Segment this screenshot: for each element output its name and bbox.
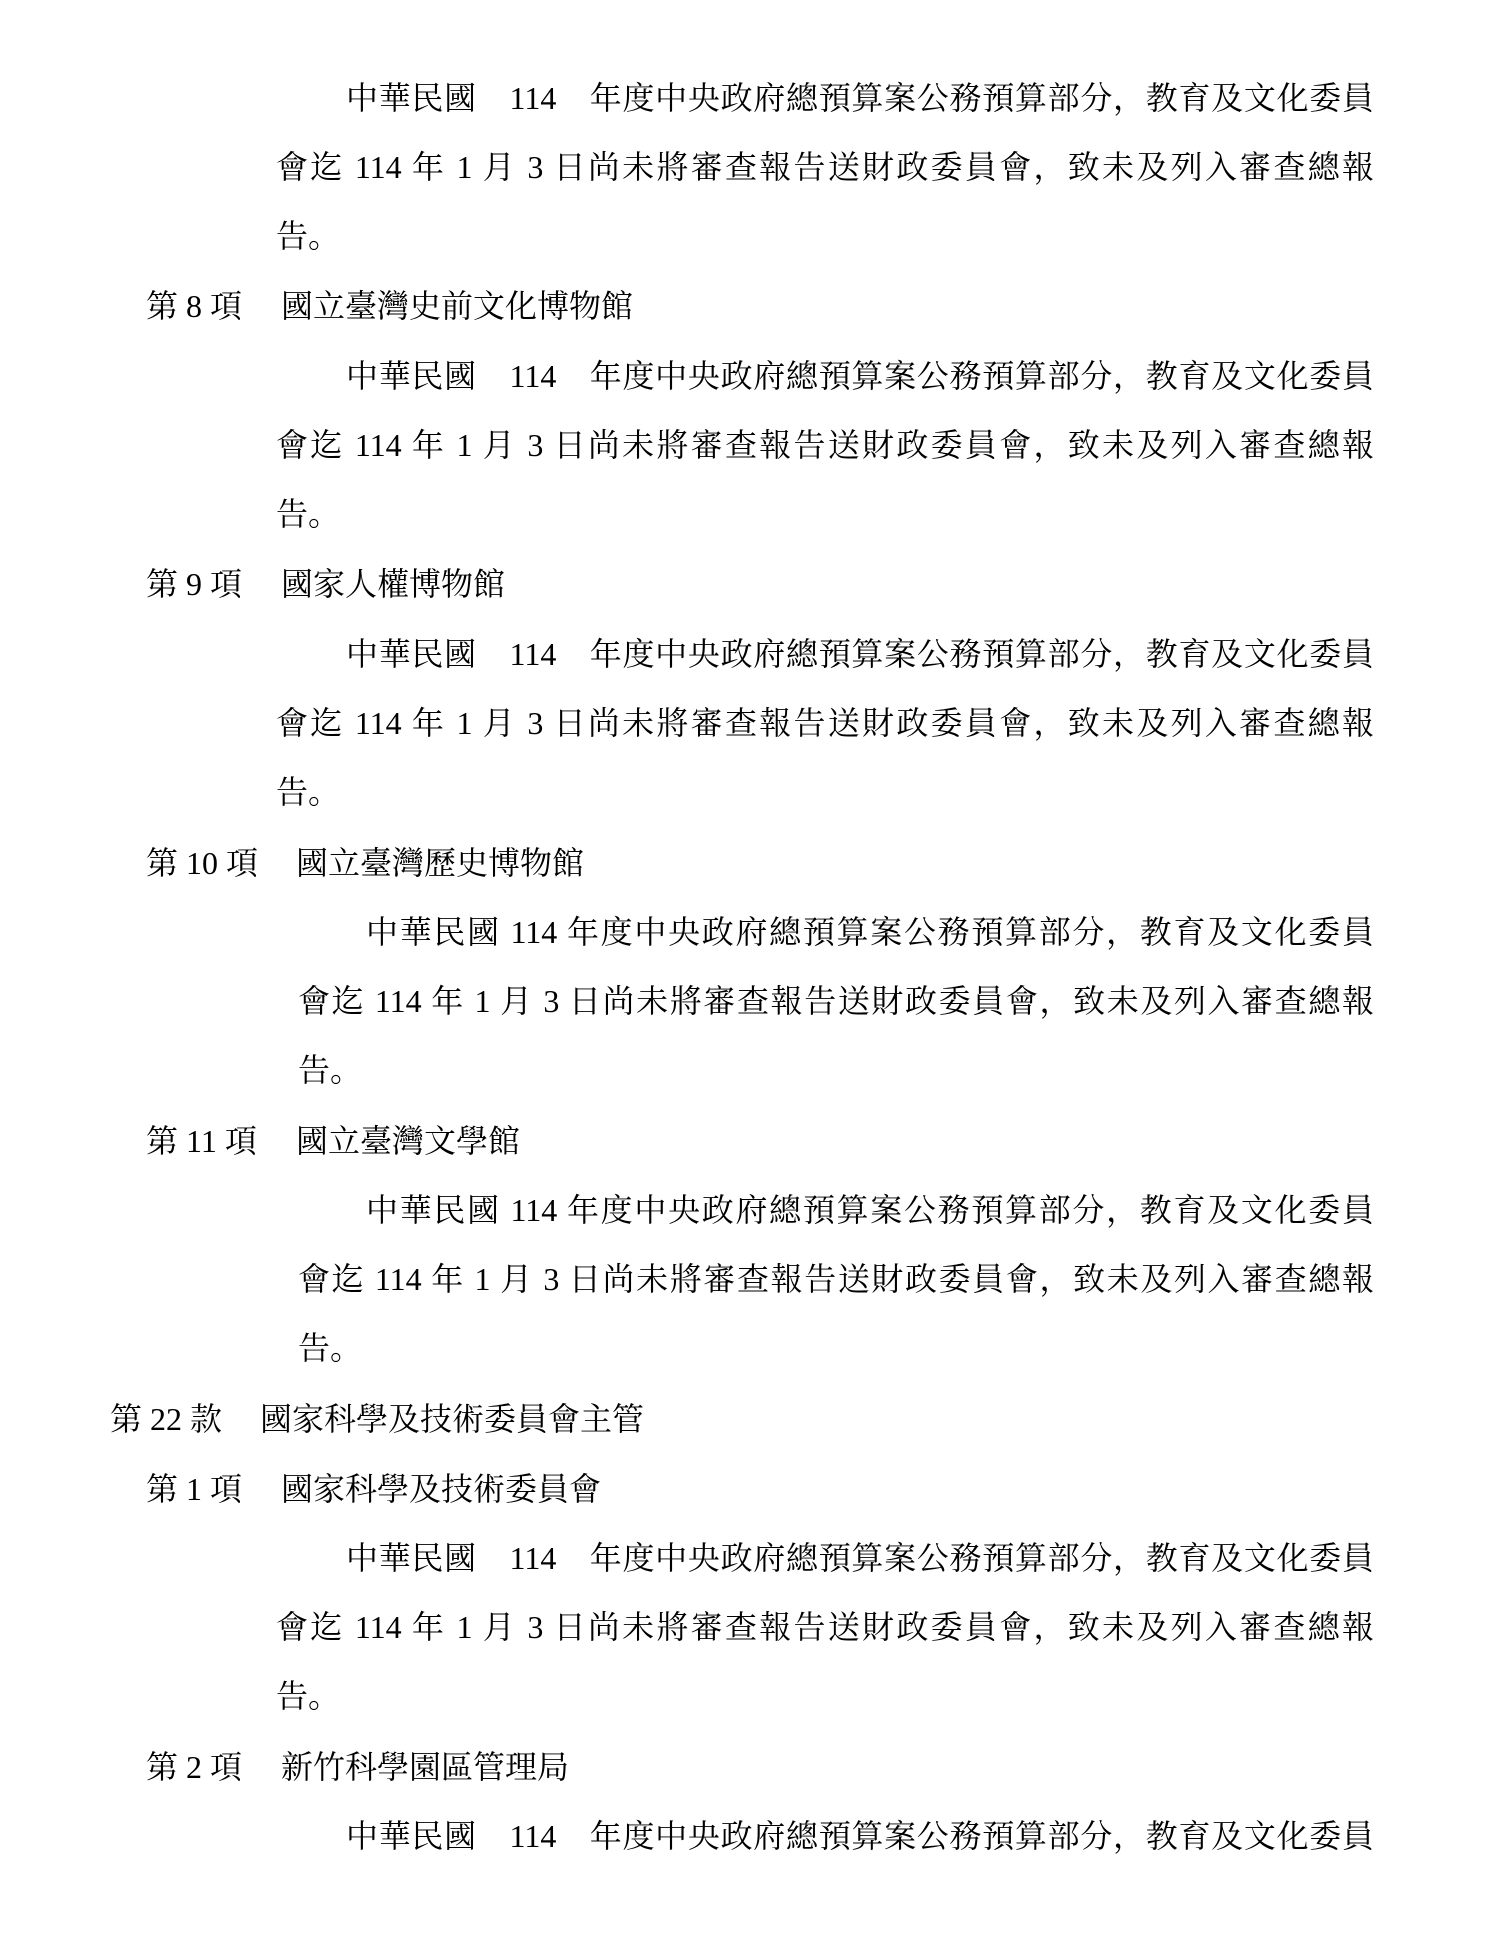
item-name: 國立臺灣史前文化博物館 [281, 288, 634, 324]
item-heading [146, 286, 634, 326]
paragraph-line: 會迄 114 年 1 月 3 日尚未將審查報告送財政委員會，致未及列入審查總報 [276, 1609, 1374, 1645]
item-heading [146, 564, 506, 604]
item-name: 新竹科學園區管理局 [281, 1749, 570, 1785]
paragraph-line: 告。 [276, 1678, 341, 1714]
paragraph-line: 會迄 114 年 1 月 3 日尚未將審查報告送財政委員會，致未及列入審查總報 [298, 983, 1374, 1019]
paragraph-line: 會迄 114 年 1 月 3 日尚未將審查報告送財政委員會，致未及列入審查總報 [298, 1261, 1374, 1297]
paragraph-line: 告。 [298, 1052, 363, 1088]
section-number: 第 22 款 [110, 1401, 223, 1437]
item-heading [146, 1121, 521, 1161]
item-name: 國立臺灣歷史博物館 [296, 845, 585, 881]
paragraph-line: 告。 [276, 218, 341, 254]
paragraph-line: 中華民國 114 年度中央政府總預算案公務預算部分，教育及文化委員 [346, 1540, 1374, 1576]
item-number: 第 8 項 [146, 288, 243, 324]
paragraph-line: 中華民國 114 年度中央政府總預算案公務預算部分，教育及文化委員 [346, 358, 1374, 394]
item-number: 第 2 項 [146, 1749, 243, 1785]
item-name: 國家人權博物館 [281, 566, 506, 602]
item-number: 第 11 項 [146, 1123, 257, 1159]
paragraph-line: 中華民國 114 年度中央政府總預算案公務預算部分，教育及文化委員 [366, 1192, 1374, 1228]
section-name: 國家科學及技術委員會主管 [260, 1401, 645, 1437]
paragraph-line: 會迄 114 年 1 月 3 日尚未將審查報告送財政委員會，致未及列入審查總報 [276, 705, 1374, 741]
item-number: 第 10 項 [146, 845, 259, 881]
paragraph-line: 中華民國 114 年度中央政府總預算案公務預算部分，教育及文化委員 [346, 80, 1374, 116]
item-name: 國立臺灣文學館 [296, 1123, 521, 1159]
item-heading [146, 1469, 602, 1509]
item-number: 第 1 項 [146, 1471, 243, 1507]
paragraph-line: 中華民國 114 年度中央政府總預算案公務預算部分，教育及文化委員 [366, 914, 1374, 950]
item-number: 第 9 項 [146, 566, 243, 602]
paragraph-line: 告。 [276, 774, 341, 810]
paragraph-line: 中華民國 114 年度中央政府總預算案公務預算部分，教育及文化委員 [346, 636, 1374, 672]
item-name: 國家科學及技術委員會 [281, 1471, 602, 1507]
paragraph-line: 會迄 114 年 1 月 3 日尚未將審查報告送財政委員會，致未及列入審查總報 [276, 427, 1374, 463]
paragraph-line: 中華民國 114 年度中央政府總預算案公務預算部分，教育及文化委員 [346, 1818, 1374, 1854]
paragraph-line: 告。 [298, 1330, 363, 1366]
paragraph-line: 告。 [276, 496, 341, 532]
paragraph-line: 會迄 114 年 1 月 3 日尚未將審查報告送財政委員會，致未及列入審查總報 [276, 149, 1374, 185]
section-heading [110, 1399, 645, 1439]
item-heading [146, 1747, 570, 1787]
item-heading [146, 843, 585, 883]
